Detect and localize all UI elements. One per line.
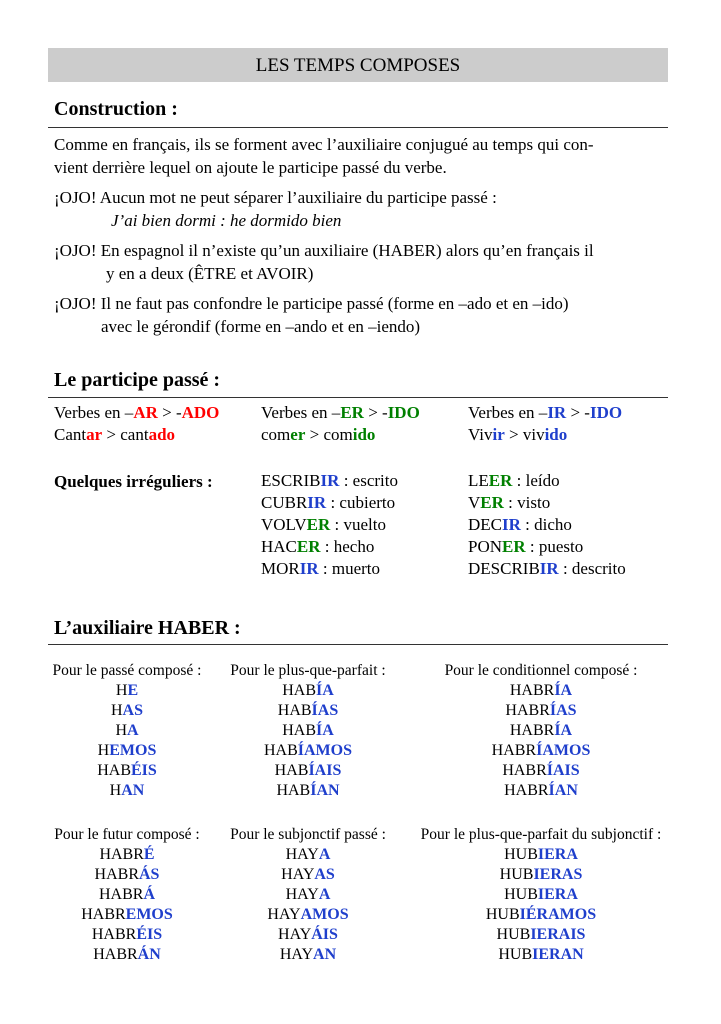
form-stem: HABR [94, 866, 139, 883]
example-ending: ar [86, 425, 103, 444]
verb-stem: CUBR [261, 493, 308, 512]
form-ending: AN [121, 782, 145, 799]
conjugated-form [411, 945, 671, 965]
irregular-verb [468, 470, 626, 492]
irregular-verb [261, 514, 398, 536]
form-stem: H [109, 782, 122, 799]
rule-prefix: Verbes en – [468, 403, 548, 422]
conjugated-form [178, 845, 438, 865]
form-stem: HAB [282, 682, 316, 699]
form-ending: ÍAN [310, 782, 340, 799]
rule-example [261, 424, 420, 446]
example-stem: com [261, 425, 291, 444]
form-stem: H [110, 702, 123, 719]
haber-divider [48, 644, 668, 645]
example-separator: > cant [102, 425, 149, 444]
conjugated-form [411, 865, 671, 885]
tense-label: Pour le passé composé : [52, 662, 202, 679]
form-stem: H [115, 722, 127, 739]
irregular-verb [468, 492, 626, 514]
verb-ending: IR [502, 515, 521, 534]
form-stem: HUB [499, 866, 534, 883]
form-stem: HUB [496, 926, 531, 943]
example-ending: ir [492, 425, 505, 444]
form-ending: IERA [537, 886, 578, 903]
verb-participle: : cubierto [326, 493, 396, 512]
form-ending: EMOS [109, 742, 157, 759]
tense-label: Pour le conditionnel composé : [444, 662, 638, 679]
verb-stem: V [468, 493, 481, 512]
form-ending: ÍAMOS [297, 742, 352, 759]
conjugated-form [411, 845, 671, 865]
form-ending: IERAS [533, 866, 583, 883]
verb-participle: : vuelto [330, 515, 386, 534]
haber-tense-column [411, 825, 671, 965]
form-ending: AS [122, 702, 143, 719]
form-ending: ÍAIS [546, 762, 580, 779]
rule-separator: > - [157, 403, 182, 422]
form-stem: HAY [285, 846, 319, 863]
form-stem: HAB [274, 762, 309, 779]
form-ending: ÁIS [311, 926, 338, 943]
example-suffix: ido [544, 425, 568, 444]
form-ending: ÍAIS [308, 762, 342, 779]
conjugated-form [178, 905, 438, 925]
intro-line-1: Comme en français, ils se forment avec l’auxiliaire conjugué au temps qui con- [54, 135, 594, 154]
irregular-verb [261, 470, 398, 492]
ojo-1-example [54, 209, 664, 232]
form-stem: HABR [99, 846, 144, 863]
irregulars-column-2 [468, 470, 626, 580]
form-ending: E [127, 682, 139, 699]
form-stem: HABR [509, 682, 555, 699]
participe-divider [48, 397, 668, 398]
construction-heading: Construction : [54, 98, 178, 120]
form-stem: HABR [505, 702, 550, 719]
irregular-verb [468, 558, 626, 580]
ojo-3-continued: avec le gérondif (forme en –ando et en –iendo) [101, 317, 421, 336]
construction-divider [48, 127, 668, 128]
verb-stem: DESCRIB [468, 559, 540, 578]
example-stem: Cant [54, 425, 87, 444]
form-stem: HABR [504, 782, 549, 799]
conjugated-form [178, 681, 438, 701]
rule-ending: AR [133, 403, 158, 422]
page-title: LES TEMPS COMPOSES [48, 48, 668, 82]
verb-stem: DEC [468, 515, 502, 534]
form-stem: HAB [263, 742, 298, 759]
example-suffix: ado [148, 425, 176, 444]
rule-line [54, 402, 219, 424]
irregular-verb [261, 536, 398, 558]
form-ending: IERAN [532, 946, 584, 963]
ojo-note-3 [54, 292, 664, 338]
form-stem: HAY [278, 926, 312, 943]
ojo-2-text: ¡OJO! En espagnol il n’existe qu’un auxiliaire (HABER) alors qu’en français il [54, 241, 594, 260]
verb-stem: MOR [261, 559, 300, 578]
verb-participle: : hecho [320, 537, 375, 556]
form-stem: HUB [504, 846, 538, 863]
conjugated-form [178, 761, 438, 781]
form-ending: A [318, 886, 331, 903]
form-ending: A [318, 846, 331, 863]
verb-stem: HAC [261, 537, 297, 556]
form-ending: ÉIS [136, 926, 163, 943]
ojo-note-1 [54, 186, 664, 232]
construction-intro [54, 133, 664, 179]
rule-suffix: IDO [589, 403, 623, 422]
form-ending: ÍA [316, 722, 334, 739]
verb-stem: LE [468, 471, 489, 490]
intro-line-2: vient derrière lequel on ajoute le participe passé du verbe. [54, 158, 447, 177]
form-ending: ÉIS [130, 762, 157, 779]
form-stem: HAB [97, 762, 131, 779]
form-stem: HABR [502, 762, 547, 779]
rule-prefix: Verbes en – [261, 403, 341, 422]
verb-stem: ESCRIB [261, 471, 321, 490]
form-stem: HABR [81, 906, 126, 923]
verb-ending: IR [299, 559, 319, 578]
form-ending: A [127, 722, 139, 739]
verb-ending: ER [296, 537, 321, 556]
verb-participle: : leído [512, 471, 560, 490]
conjugated-form [178, 945, 438, 965]
verb-ending: IR [320, 471, 340, 490]
example-ending: er [290, 425, 306, 444]
haber-tense-column [411, 661, 671, 801]
participe-rule [261, 402, 420, 446]
form-ending: AN [313, 946, 337, 963]
form-stem: HABR [98, 886, 144, 903]
ojo-note-2 [54, 239, 664, 285]
form-ending: ÍA [554, 722, 573, 739]
form-stem: HAY [267, 906, 301, 923]
tense-label: Pour le plus-que-parfait du subjonctif : [420, 826, 662, 843]
form-ending: IERA [537, 846, 578, 863]
form-stem: H [115, 682, 128, 699]
rule-suffix: ADO [181, 403, 220, 422]
form-ending: IERAIS [530, 926, 586, 943]
verb-participle: : visto [503, 493, 551, 512]
haber-tense-column [178, 825, 438, 965]
tense-label: Pour le plus-que-parfait : [230, 662, 386, 679]
rule-separator: > - [363, 403, 388, 422]
form-stem: HUB [504, 886, 538, 903]
verb-ending: ER [306, 515, 331, 534]
irregular-verb [468, 514, 626, 536]
conjugated-form [411, 681, 671, 701]
conjugated-form [178, 721, 438, 741]
rule-ending: IR [547, 403, 567, 422]
verb-ending: ER [502, 537, 526, 556]
haber-tense-column [178, 661, 438, 801]
form-stem: HABR [91, 926, 137, 943]
verb-ending: ER [488, 471, 513, 490]
verb-stem: VOLV [261, 515, 307, 534]
conjugated-form [178, 781, 438, 801]
form-ending: ÍAN [548, 782, 578, 799]
conjugated-form [411, 741, 671, 761]
form-ending: IÉRAMOS [519, 906, 597, 923]
form-ending: ÍA [554, 682, 573, 699]
conjugated-form [411, 925, 671, 945]
form-ending: ÁN [137, 946, 161, 963]
form-stem: HABR [509, 722, 555, 739]
form-stem: HAY [285, 886, 319, 903]
form-stem: H [97, 742, 110, 759]
form-ending: ÍA [316, 682, 334, 699]
verb-participle: : puesto [525, 537, 584, 556]
conjugated-form [411, 885, 671, 905]
ojo-3-text: ¡OJO! Il ne faut pas confondre le participe passé (forme en –ado et en –ido) [54, 294, 569, 313]
example-stem: Viv [468, 425, 493, 444]
example-separator: > viv [504, 425, 545, 444]
form-ending: AMOS [300, 906, 349, 923]
form-stem: HAB [277, 702, 312, 719]
haber-heading: L’auxiliaire HABER : [54, 617, 241, 639]
conjugated-form [411, 761, 671, 781]
ojo-1-text: ¡OJO! Aucun mot ne peut séparer l’auxiliaire du participe passé : [54, 188, 497, 207]
form-ending: ÍAMOS [536, 742, 591, 759]
rule-suffix: IDO [387, 403, 420, 422]
conjugated-form [178, 865, 438, 885]
verb-ending: IR [539, 559, 559, 578]
example-text: J’ai bien dormi : he dormido bien [111, 211, 342, 230]
rule-ending: ER [340, 403, 364, 422]
verb-participle: : muerto [318, 559, 381, 578]
ojo-2-continued: y en a deux (ÊTRE et AVOIR) [106, 264, 314, 283]
conjugated-form [411, 721, 671, 741]
rule-separator: > - [566, 403, 590, 422]
rule-prefix: Verbes en – [54, 403, 134, 422]
verb-ending: ER [480, 493, 504, 512]
conjugated-form [178, 925, 438, 945]
form-stem: HAY [281, 866, 315, 883]
conjugated-form [178, 701, 438, 721]
verb-participle: : dicho [520, 515, 572, 534]
form-stem: HAY [279, 946, 314, 963]
conjugated-form [411, 781, 671, 801]
participe-heading: Le participe passé : [54, 369, 221, 391]
irregular-label: Quelques irréguliers : [54, 472, 213, 491]
tense-label: Pour le futur composé : [54, 826, 200, 843]
rule-example [468, 424, 622, 446]
irregulars-column-1 [261, 470, 398, 580]
verb-participle: : descrito [558, 559, 626, 578]
rule-line [468, 402, 622, 424]
rule-example [54, 424, 219, 446]
irregular-verb [261, 492, 398, 514]
form-ending: AS [314, 866, 335, 883]
form-stem: HAB [282, 722, 316, 739]
form-stem: HUB [485, 906, 520, 923]
form-ending: Á [143, 886, 155, 903]
form-ending: ÍAS [549, 702, 577, 719]
form-stem: HABR [93, 946, 138, 963]
participe-rule [54, 402, 219, 446]
tense-label: Pour le subjonctif passé : [230, 826, 386, 843]
verb-stem: PON [468, 537, 503, 556]
form-ending: ÁS [139, 866, 160, 883]
verb-participle: : escrito [339, 471, 398, 490]
irregular-verb [468, 536, 626, 558]
form-ending: EMOS [125, 906, 173, 923]
conjugated-form [178, 741, 438, 761]
participe-rule [468, 402, 622, 446]
conjugated-form [178, 885, 438, 905]
verb-ending: IR [307, 493, 327, 512]
form-stem: HAB [276, 782, 311, 799]
form-ending: É [143, 846, 155, 863]
conjugated-form [411, 701, 671, 721]
example-suffix: ido [352, 425, 376, 444]
conjugated-form [411, 905, 671, 925]
example-separator: > com [305, 425, 353, 444]
irregular-verb [261, 558, 398, 580]
form-ending: ÍAS [311, 702, 339, 719]
form-stem: HUB [498, 946, 533, 963]
form-stem: HABR [491, 742, 537, 759]
rule-line [261, 402, 420, 424]
